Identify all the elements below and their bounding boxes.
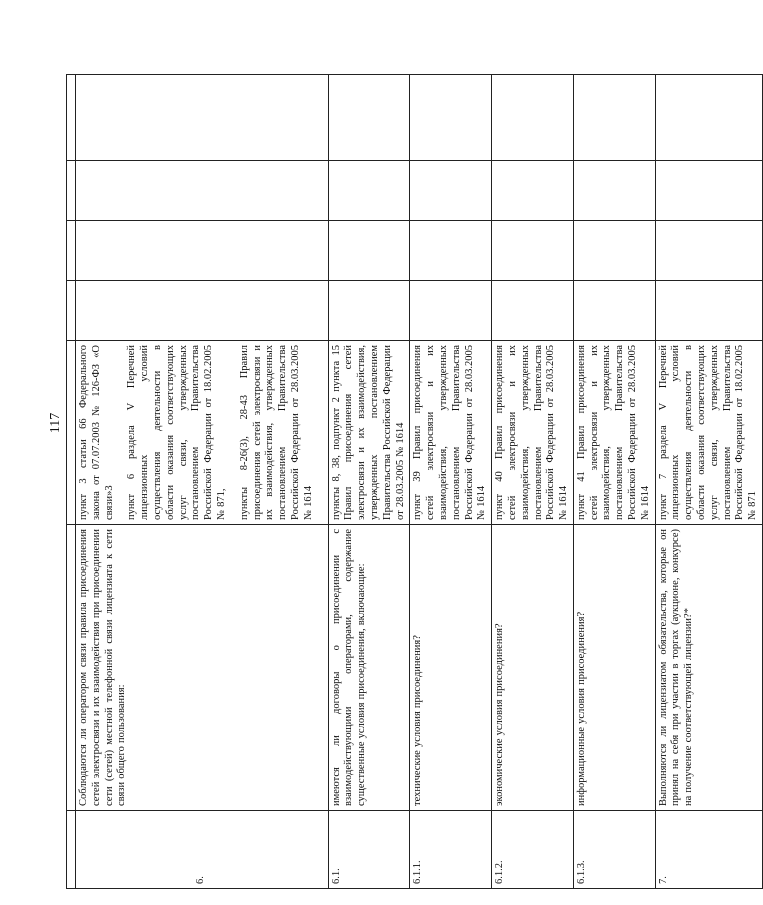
question-cell: имеются ли договоры о присоединении с взаимодействующими операторами, содержание существенные условия присоединения, включающие: — [328, 525, 410, 811]
answer-cell — [410, 281, 492, 341]
note-cell — [328, 75, 410, 161]
item-number: 6.1. — [328, 811, 410, 889]
item-number: 7. — [655, 811, 762, 889]
table-row — [655, 75, 762, 889]
answer-cell — [410, 221, 492, 281]
note-cell — [410, 75, 492, 161]
answer-cell — [76, 281, 329, 341]
header-cell — [67, 221, 76, 281]
basis-cell: пункт 41 Правил присоединения сетей электросвязи и их взаимодействия, утвержденных постановлением Правительства Российской Федерации от 28.03.2005 № 1614 — [573, 341, 655, 525]
basis-text: пункты 8-26(3), 28-43 Правил присоединения сетей электросвязи и их взаимодействия, утвержденных постановлением Правительства Российской Федерации от 28.03.2005 № 1614 — [238, 345, 314, 520]
answer-cell — [655, 221, 762, 281]
question-cell: Выполняются ли лицензиатом обязательства, которые он принял на себя при участии в торгах (аукционе, конкурсе) на получение соответствующей лицензии?* — [655, 525, 762, 811]
basis-cell: пункт 40 Правил присоединения сетей электросвязи и их взаимодействия, утвержденных постановлением Правительства Российской Федерации от 28.03.2005 № 1614 — [492, 341, 574, 525]
answer-cell — [655, 281, 762, 341]
header-spacer-row — [67, 75, 76, 889]
answer-cell — [492, 161, 574, 221]
table-row — [492, 75, 574, 889]
table-row — [410, 75, 492, 889]
item-number: 6.1.1. — [410, 811, 492, 889]
header-cell — [67, 811, 76, 889]
note-cell — [76, 75, 329, 161]
answer-cell — [410, 161, 492, 221]
answer-cell — [76, 161, 329, 221]
table-row — [328, 75, 410, 889]
rotated-page — [66, 75, 759, 889]
answer-cell — [573, 281, 655, 341]
question-cell: информационные условия присоединения? — [573, 525, 655, 811]
basis-text: пункт 3 статьи 66 Федерального закона от 07.07.2003 № 126-ФЗ «О связи»3 — [78, 345, 115, 520]
note-cell — [492, 75, 574, 161]
basis-cell — [76, 341, 329, 525]
answer-cell — [655, 161, 762, 221]
item-number: 6.1.2. — [492, 811, 574, 889]
basis-cell: пункты 8, 38, подпункт 2 пункта 15 Правил присоединения сетей электросвязи и их взаимодействия, утвержденных постановлением Правительства Российской Федерации от 28.03.2005 № 1614 — [328, 341, 410, 525]
answer-cell — [328, 281, 410, 341]
header-cell — [67, 341, 76, 525]
answer-cell — [328, 161, 410, 221]
basis-cell: пункт 7 раздела V Перечней лицензионных условий осуществления деятельности в области оказания соответствующих услуг связи, утвержденных постановлением Правительства Российской Федерации от 18.02.2005 № 871 — [655, 341, 762, 525]
question-cell: экономические условия присоединения? — [492, 525, 574, 811]
basis-text: пункт 6 раздела V Перечней лицензионных условий осуществления деятельности в области оказания соответствующих услуг связи, утвержденных постановлением Правительства Российской Федерации от 18.02.2005 № 871, — [126, 345, 227, 520]
basis-cell: пункт 39 Правил присоединения сетей электросвязи и их взаимодействия, утвержденных постановлением Правительства Российской Федерации от 28.03.2005 № 1614 — [410, 341, 492, 525]
header-cell — [67, 281, 76, 341]
header-cell — [67, 525, 76, 811]
question-cell: технические условия присоединения? — [410, 525, 492, 811]
answer-cell — [328, 221, 410, 281]
table-row — [573, 75, 655, 889]
answer-cell — [492, 221, 574, 281]
page-number: 117 — [48, 412, 63, 434]
question-cell: Соблюдаются ли оператором связи правила присоединения сетей электросвязи и их взаимодействия при присоединении сети (сетей) местной телефонной связи лицензиата к сети связи общего пользования: — [76, 525, 329, 811]
item-number: 6. — [76, 811, 329, 889]
item-number: 6.1.3. — [573, 811, 655, 889]
table-row — [76, 75, 329, 889]
license-conditions-table — [66, 74, 763, 889]
header-cell — [67, 75, 76, 161]
answer-cell — [76, 221, 329, 281]
note-cell — [655, 75, 762, 161]
header-cell — [67, 161, 76, 221]
answer-cell — [573, 161, 655, 221]
answer-cell — [492, 281, 574, 341]
note-cell — [573, 75, 655, 161]
answer-cell — [573, 221, 655, 281]
